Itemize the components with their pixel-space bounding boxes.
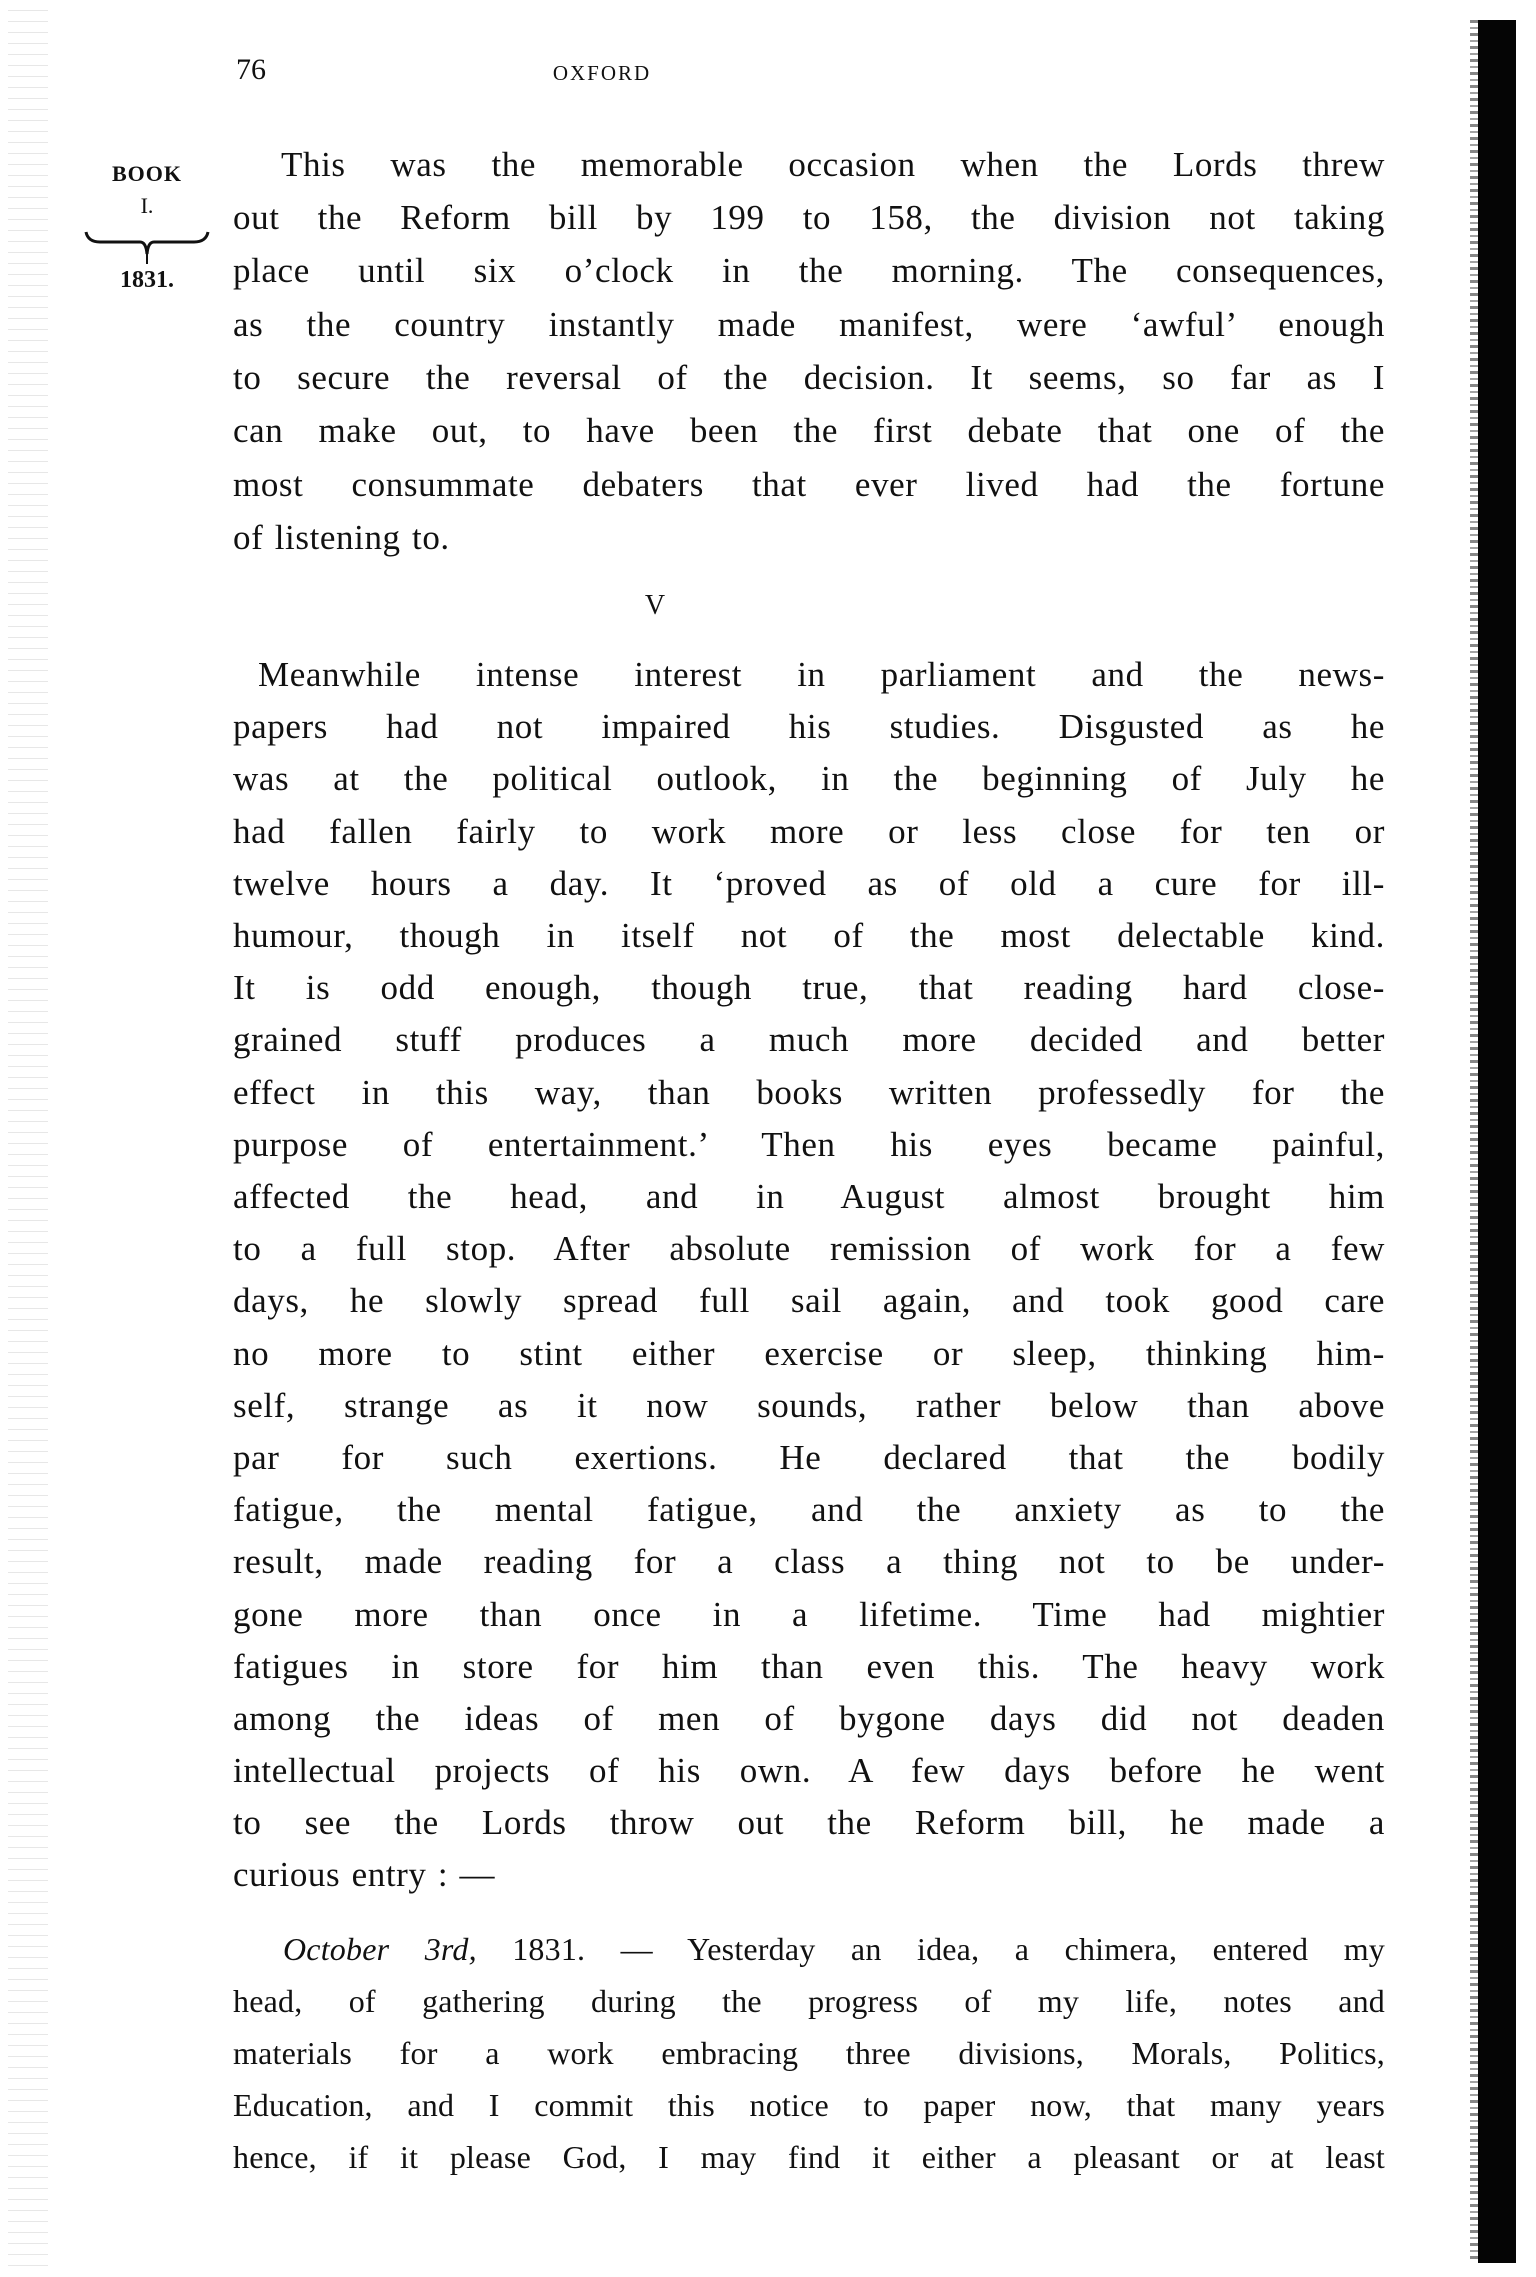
text-line: days, he slowly spread full sail again, and took good care bbox=[233, 1281, 1385, 1320]
text-line: curious entry : — bbox=[233, 1855, 496, 1894]
text-line: Meanwhile intense interest in parliament and the news- bbox=[258, 655, 1385, 694]
margin-note-book-number: I. bbox=[140, 193, 154, 218]
running-head: OXFORD bbox=[552, 61, 652, 85]
page-number: 76 bbox=[236, 53, 266, 86]
entry-date: October 3rd, bbox=[283, 1931, 477, 1967]
text-line: to a full stop. After absolute remission of work for a few bbox=[233, 1229, 1385, 1268]
text-line: grained stuff produces a much more decided and better bbox=[233, 1020, 1385, 1059]
text-line bbox=[283, 1923, 1385, 1975]
page-edge-shadow bbox=[1478, 20, 1516, 2263]
text-line: par for such exertions. He declared that the bodily bbox=[233, 1438, 1385, 1477]
text-line: out the Reform bill by 199 to 158, the division not taking bbox=[233, 198, 1385, 237]
text-line: was at the political outlook, in the beginning of July he bbox=[233, 759, 1385, 798]
text-line: materials for a work embracing three divisions, Morals, Politics, bbox=[233, 2035, 1385, 2071]
text-line: can make out, to have been the first debate that one of the bbox=[233, 411, 1385, 450]
section-heading: V bbox=[644, 590, 666, 621]
text-line: affected the head, and in August almost brought him bbox=[233, 1177, 1385, 1216]
text-line: hence, if it please God, I may find it either a pleasant or at least bbox=[233, 2139, 1385, 2175]
text-line: fatigue, the mental fatigue, and the anxiety as to the bbox=[233, 1490, 1385, 1529]
text-line: papers had not impaired his studies. Disgusted as he bbox=[233, 707, 1385, 746]
text-line: fatigues in store for him than even this. The heavy work bbox=[233, 1647, 1385, 1686]
scan-speckle-margin bbox=[8, 10, 48, 2270]
text-line: gone more than once in a lifetime. Time had mightier bbox=[233, 1595, 1385, 1634]
text-line: to see the Lords throw out the Reform bill, he made a bbox=[233, 1803, 1385, 1842]
entry-text: 1831. — Yesterday an idea, a chimera, entered my bbox=[476, 1931, 1385, 1967]
text-line: effect in this way, than books written professedly for the bbox=[233, 1073, 1385, 1112]
text-line: It is odd enough, though true, that reading hard close- bbox=[233, 968, 1385, 1007]
text-line: to secure the reversal of the decision. It seems, so far as I bbox=[233, 358, 1385, 397]
text-line: Education, and I commit this notice to paper now, that many years bbox=[233, 2087, 1385, 2123]
text-line: intellectual projects of his own. A few days before he went bbox=[233, 1751, 1385, 1790]
text-line: humour, though in itself not of the most delectable kind. bbox=[233, 916, 1385, 955]
text-line: of listening to. bbox=[233, 518, 450, 557]
margin-note-book-label: BOOK bbox=[111, 161, 182, 186]
text-line: among the ideas of men of bygone days did not deaden bbox=[233, 1699, 1385, 1738]
text-line: had fallen fairly to work more or less close for ten or bbox=[233, 812, 1385, 851]
text-line: purpose of entertainment.’ Then his eyes became painful, bbox=[233, 1125, 1385, 1164]
text-line: as the country instantly made manifest, were ‘awful’ enough bbox=[233, 305, 1385, 344]
text-line: no more to stint either exercise or sleep, thinking him- bbox=[233, 1334, 1385, 1373]
text-line: head, of gathering during the progress of my life, notes and bbox=[233, 1983, 1385, 2019]
text-line: result, made reading for a class a thing not to be under- bbox=[233, 1542, 1385, 1581]
text-line: place until six o’clock in the morning. The consequences, bbox=[233, 251, 1385, 290]
brace-icon bbox=[84, 230, 210, 266]
margin-note-year: 1831. bbox=[120, 267, 174, 293]
text-line: This was the memorable occasion when the Lords threw bbox=[281, 145, 1385, 184]
text-line: twelve hours a day. It ‘proved as of old a cure for ill- bbox=[233, 864, 1385, 903]
text-line: most consummate debaters that ever lived had the fortune bbox=[233, 465, 1385, 504]
text-line: self, strange as it now sounds, rather below than above bbox=[233, 1386, 1385, 1425]
